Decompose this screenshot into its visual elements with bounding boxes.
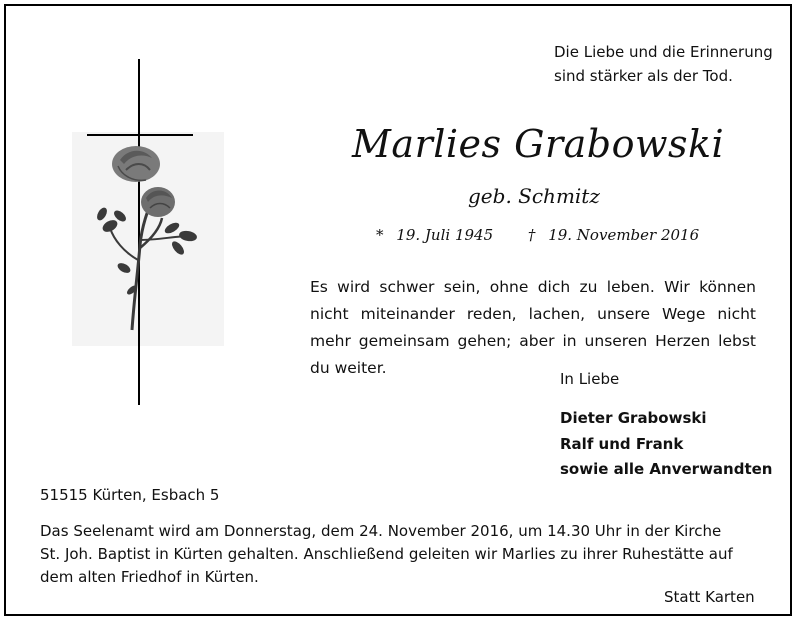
memorial-message: Es wird schwer sein, ohne dich zu leben. Wir können nicht miteinander reden, lachen, unsere Wege nicht mehr gemeinsam gehen; aber in unseren Herzen lebst du weiter.: [310, 278, 756, 377]
birth-name: geb. Schmitz: [468, 184, 600, 208]
service-line: Das Seelenamt wird am Donnerstag, dem 24. November 2016, um 14.30 Uhr in der Kirche: [40, 522, 722, 540]
mourner: Ralf und Frank: [560, 434, 684, 453]
closing: In Liebe: [560, 370, 620, 388]
rose-icon: [82, 140, 212, 340]
motto-line: Die Liebe und die Erinnerung: [554, 43, 773, 61]
birth-star-icon: *: [376, 226, 384, 244]
motto: [554, 40, 773, 88]
mourner: Dieter Grabowski: [560, 409, 707, 427]
service-line: St. Joh. Baptist in Kürten gehalten. Anschließend geleiten wir Marlies zu ihrer Ruhestätte auf: [40, 545, 733, 563]
service-line: dem alten Friedhof in Kürten.: [40, 568, 259, 586]
service-info: [40, 520, 762, 589]
life-dates: [376, 226, 699, 244]
death-cross-icon: †: [527, 226, 536, 244]
cross-icon-horizontal: [87, 134, 193, 136]
birth-date: 19. Juli 1945: [396, 226, 494, 244]
mourners-list: [560, 406, 772, 483]
address: 51515 Kürten, Esbach 5: [40, 486, 220, 504]
death-date: 19. November 2016: [548, 226, 700, 244]
rose-bloom-lower: [141, 187, 175, 217]
motto-line: sind stärker als der Tod.: [554, 67, 733, 85]
mourner: sowie alle Anverwandten: [560, 460, 773, 478]
footer-note: Statt Karten: [664, 588, 755, 606]
deceased-name: Marlies Grabowski: [352, 122, 725, 166]
rose-bloom-upper: [112, 146, 160, 182]
